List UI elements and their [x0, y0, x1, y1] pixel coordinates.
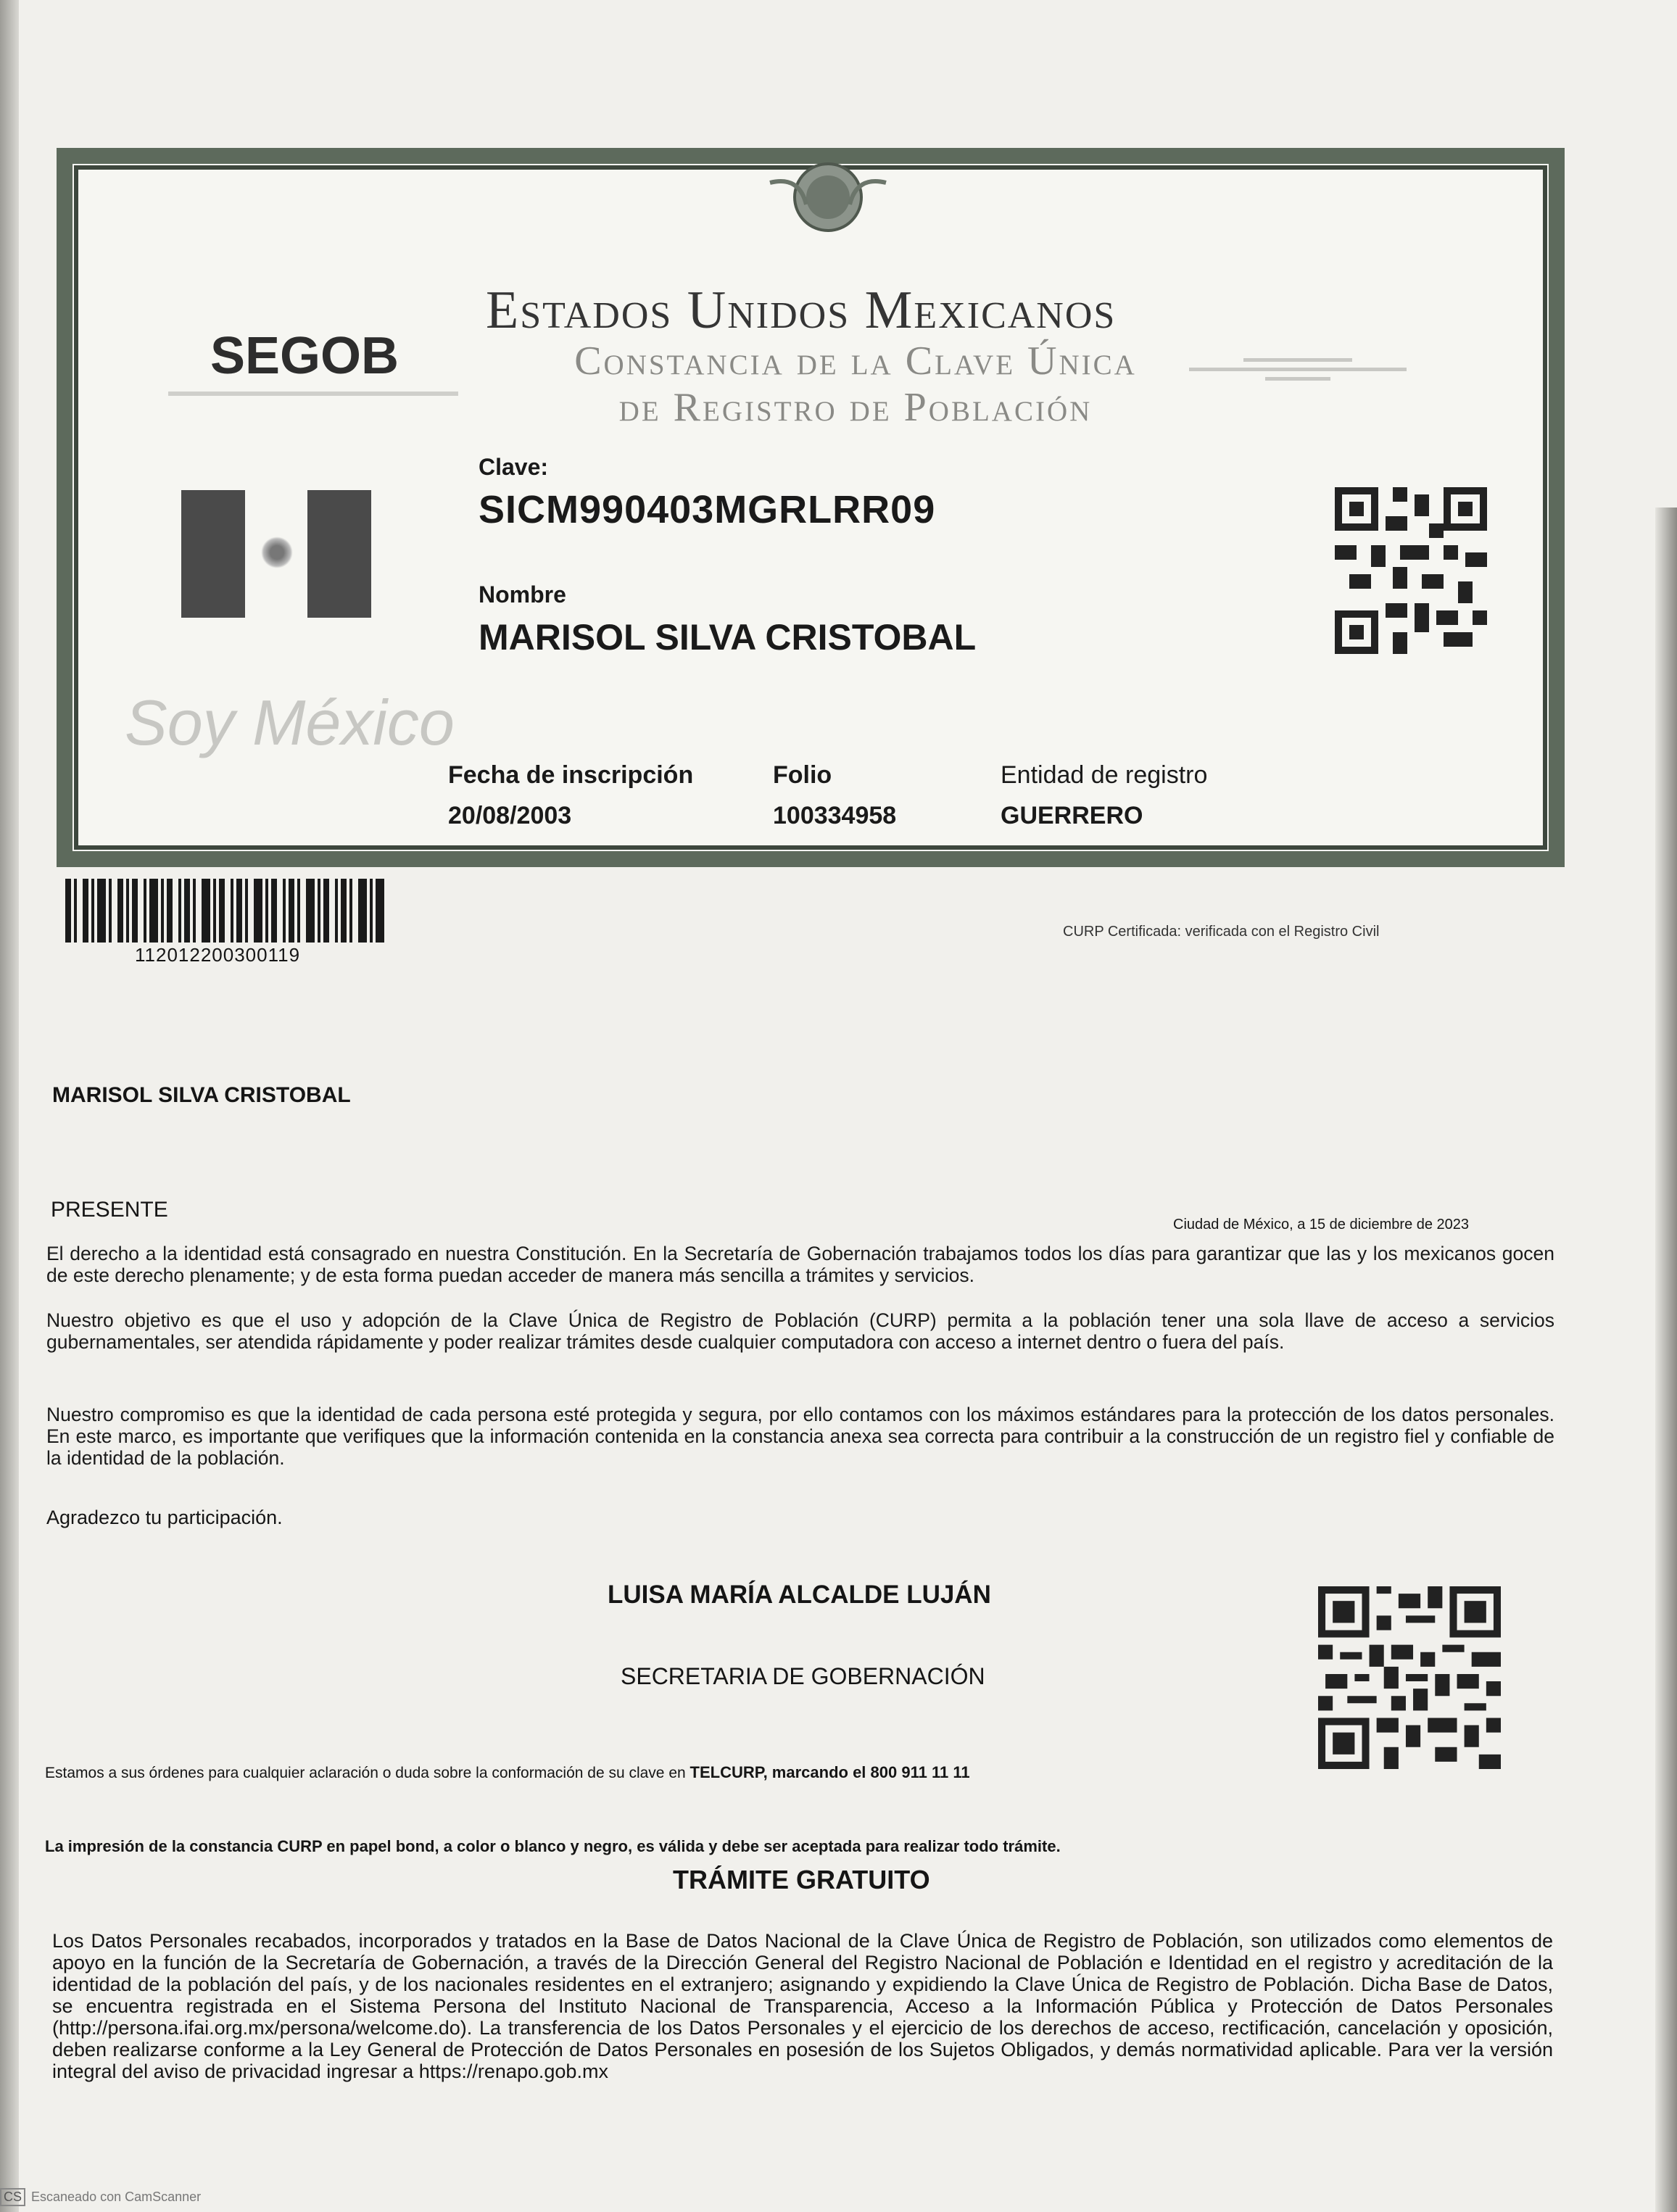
folio-label: Folio — [773, 761, 832, 789]
signer-name: LUISA MARÍA ALCALDE LUJÁN — [608, 1581, 991, 1609]
document-subtitle: Constancia de la Clave Única de Registro de Población — [574, 339, 1137, 430]
camscanner-badge: CS Escaneado con CamScanner — [0, 2188, 201, 2206]
free-procedure-label: TRÁMITE GRATUITO — [673, 1865, 930, 1894]
scan-edge-right — [1655, 508, 1677, 2212]
scan-edge-left — [0, 0, 19, 2212]
camscanner-icon: CS — [0, 2188, 25, 2206]
qr-code-icon — [1334, 487, 1488, 654]
curp-certificate — [57, 148, 1565, 867]
certified-note: CURP Certificada: verificada con el Registro Civil — [1063, 924, 1380, 940]
folio-value: 100334958 — [773, 802, 897, 829]
country-title: Estados Unidos Mexicanos — [486, 281, 1117, 340]
registry-note-blur — [1189, 352, 1407, 396]
print-validity-note: La impresión de la constancia CURP en papel bond, a color o blanco y negro, es válida y debe ser aceptada para realizar todo trámite. — [45, 1837, 1061, 1855]
national-crest-icon — [763, 154, 893, 241]
letter-paragraph-1: El derecho a la identidad está consagrado en nuestra Constitución. En la Secretaría de Gobernación trabajamos todos los días para garantizar que las y los mexicanos gocen de este derecho plenamente; y de esta forma puedan acceder de manera más sencilla a trámites y servicios. — [46, 1243, 1554, 1286]
privacy-notice: Los Datos Personales recabados, incorporados y tratados en la Base de Datos Nacional de la Clave Única de Registro de Población, son utilizados como elementos de apoyo en la función de la Secretaría de Gobernación, a través de la Dirección General del Registro Nacional de Población e Identidad en el registro y acreditación de la identidad de la población del país, y de los nacionales residentes en el extranjero; asignando y expidiendo la Clave Única de Registro de Población. Dicha Base de Datos, se encuentra registrada en el Sistema Persona del Instituto Nacional de Transparencia, Acceso a la Información Pública y Protección de Datos Personales (http://persona.ifai.org.mx/persona/welcome.do). La transferencia de los Datos Personales y el ejercicio de los derechos de acceso, rectificación, cancelación y oposición, deben realizarse conforme a la Ley General de Protección de Datos Personales en posesión de los Sujetos Obligados, y demás normatividad aplicable. Para ver la versión integral del aviso de privacidad ingresar a https://renapo.gob.mx — [52, 1930, 1553, 2082]
fecha-label: Fecha de inscripción — [448, 761, 694, 789]
addressee: MARISOL SILVA CRISTOBAL — [52, 1083, 351, 1107]
watermark-text: Soy México — [125, 687, 455, 758]
entidad-value: GUERRERO — [1001, 802, 1143, 829]
segob-logo: SEGOB — [210, 327, 399, 385]
barcode-icon — [65, 879, 384, 943]
fecha-value: 20/08/2003 — [448, 802, 572, 829]
place-date: Ciudad de México, a 15 de diciembre de 2023 — [1173, 1217, 1470, 1233]
signer-title: SECRETARIA DE GOBERNACIÓN — [621, 1663, 985, 1689]
thanks-line: Agradezco tu participación. — [46, 1507, 283, 1528]
letter-paragraph-3: Nuestro compromiso es que la identidad de cada persona esté protegida y segura, por ello contamos con los máximos estándares para la protección de los datos personales. En este marco, es importante que verifiques que la información contenida en la constancia anexa sea correcta para contribuir a la construcción de un registro fiel y confiable de la identidad de la población. — [46, 1404, 1554, 1469]
barcode-number: 112012200300119 — [135, 944, 301, 966]
entidad-label: Entidad de registro — [1001, 761, 1208, 789]
segob-subtitle-blur — [168, 392, 458, 396]
qr-code-icon — [1318, 1585, 1501, 1770]
mexican-flag-icon — [181, 490, 371, 618]
nombre-label: Nombre — [479, 581, 566, 608]
contact-line: Estamos a sus órdenes para cualquier aclaración o duda sobre la conformación de su clave en TELCURP, marcando el 800 911 11 11 — [45, 1763, 970, 1781]
letter-paragraph-2: Nuestro objetivo es que el uso y adopción de la Clave Única de Registro de Población (CURP) permita a la población tener una sola llave de acceso a servicios gubernamentales, ser atendida rápidamente y poder realizar trámites desde cualquier computadora con acceso a internet dentro o fuera del país. — [46, 1309, 1554, 1353]
clave-label: Clave: — [479, 454, 549, 480]
nombre-value: MARISOL SILVA CRISTOBAL — [479, 617, 977, 658]
curp-value: SICM990403MGRLRR09 — [479, 488, 936, 531]
presente-label: PRESENTE — [51, 1198, 168, 1222]
